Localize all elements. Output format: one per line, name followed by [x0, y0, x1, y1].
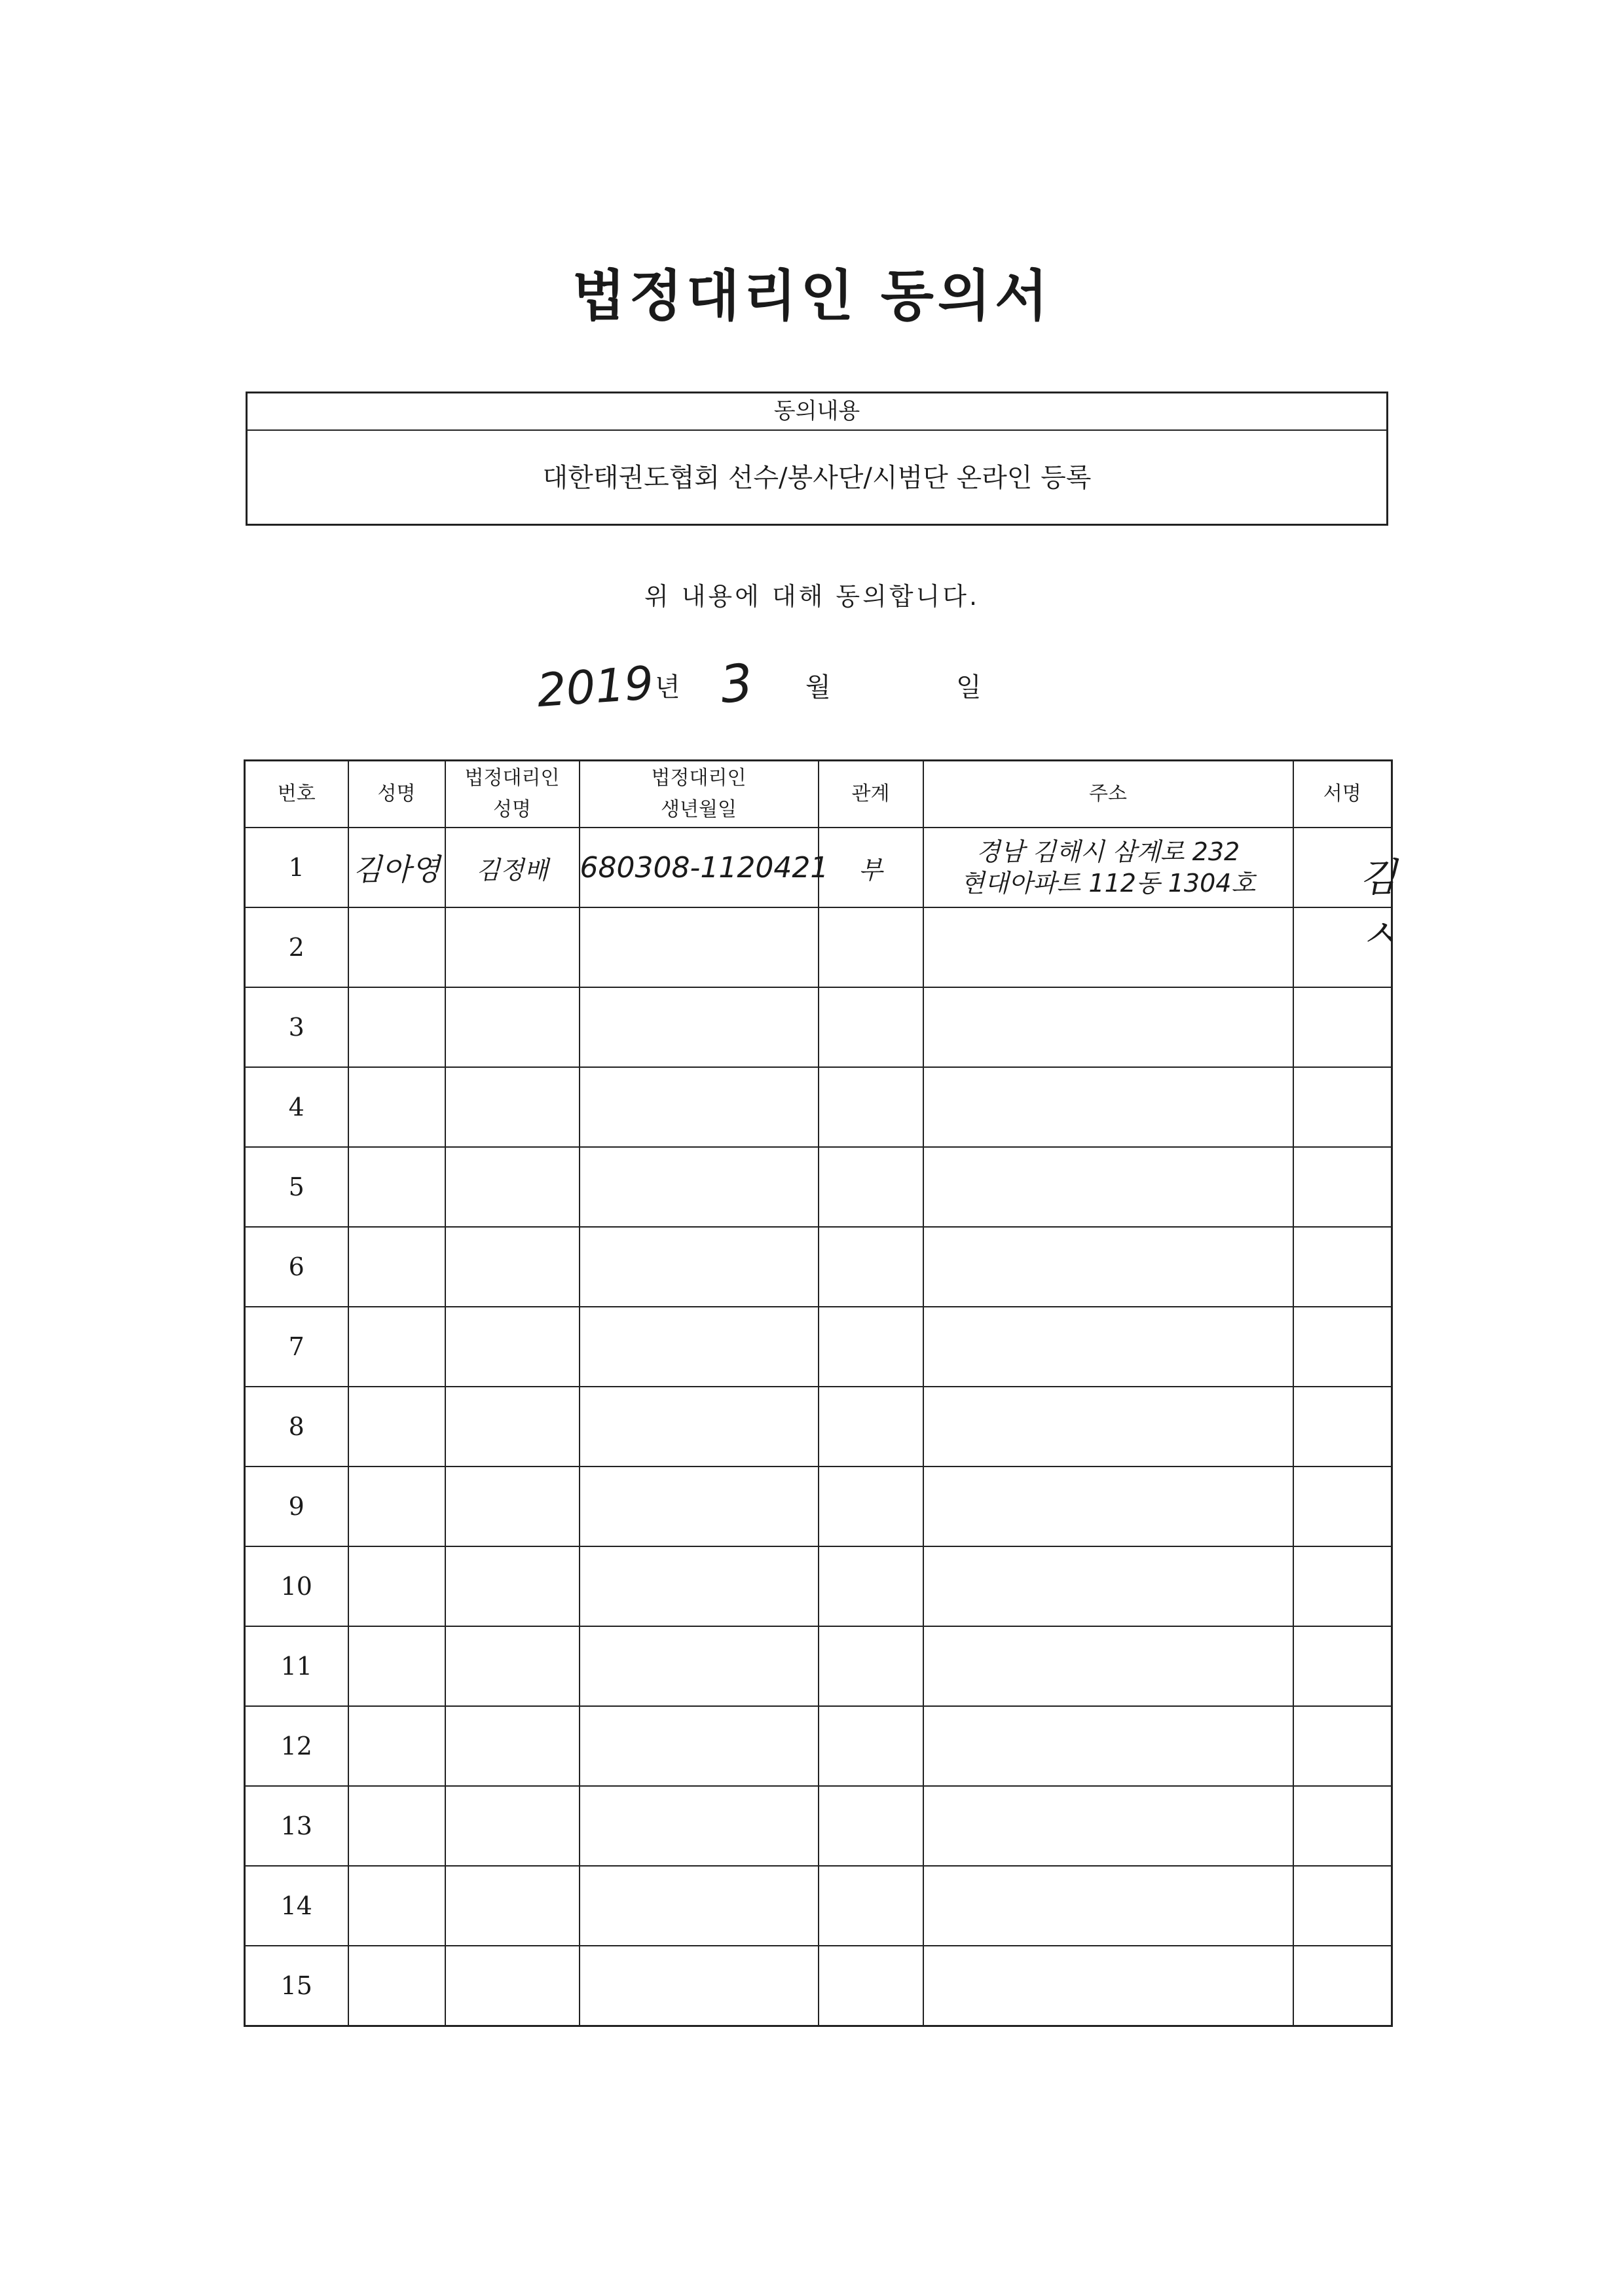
- row-signature-cell[interactable]: [1293, 1147, 1392, 1227]
- col-header-guardian-name-line2: 성명: [493, 798, 531, 821]
- row-guardian-name-cell[interactable]: [445, 987, 580, 1067]
- row-name-cell[interactable]: [348, 1387, 445, 1467]
- consent-box: [246, 392, 1388, 526]
- row-guardian-birth-cell[interactable]: [580, 1387, 819, 1467]
- col-header-guardian-birth-line1: 법정대리인: [651, 767, 747, 790]
- row-address-cell[interactable]: [923, 1067, 1293, 1147]
- row-signature-cell[interactable]: [1293, 987, 1392, 1067]
- table-row: [245, 1786, 1392, 1866]
- col-header-signature: 서명: [1293, 761, 1392, 828]
- row-name-cell[interactable]: [348, 1147, 445, 1227]
- date-day-label: 일: [956, 672, 982, 702]
- row-guardian-birth-cell[interactable]: [580, 1307, 819, 1387]
- col-header-relation: 관계: [819, 761, 923, 828]
- col-header-guardian-name: [445, 761, 580, 828]
- row-guardian-name-cell[interactable]: [445, 907, 580, 987]
- row-guardian-birth-cell[interactable]: [580, 1946, 819, 2026]
- row-no: 12: [245, 1706, 348, 1786]
- row-no: 15: [245, 1946, 348, 2026]
- table-row: [245, 1706, 1392, 1786]
- row-signature-cell[interactable]: [1293, 828, 1397, 957]
- row-guardian-name-cell[interactable]: [445, 1227, 580, 1307]
- row-guardian-name-cell[interactable]: [445, 1147, 580, 1227]
- row-relation-cell[interactable]: [819, 1067, 923, 1147]
- col-header-name: 성명: [348, 761, 445, 828]
- row-relation-cell[interactable]: [819, 1706, 923, 1786]
- row-address-cell[interactable]: [923, 828, 1293, 907]
- row-no: 5: [245, 1147, 348, 1227]
- row-no: 6: [245, 1227, 348, 1307]
- row-address-cell[interactable]: [923, 907, 1293, 987]
- row-name-cell[interactable]: [348, 1706, 445, 1786]
- table-row: [245, 828, 1392, 907]
- row-address-cell[interactable]: [923, 1866, 1293, 1946]
- col-header-no: 번호: [245, 761, 348, 828]
- row-address-cell[interactable]: [923, 1307, 1293, 1387]
- row-no: 7: [245, 1307, 348, 1387]
- row-address-cell[interactable]: [923, 1227, 1293, 1307]
- table-row: [245, 907, 1392, 987]
- row-relation-cell[interactable]: [819, 1946, 923, 2026]
- row-name-cell[interactable]: [348, 1067, 445, 1147]
- row-relation-cell[interactable]: [819, 1866, 923, 1946]
- row-guardian-birth-cell[interactable]: [580, 1067, 819, 1147]
- row-no: 11: [245, 1626, 348, 1706]
- date-line: [0, 653, 1624, 718]
- row-name-cell[interactable]: [348, 1626, 445, 1706]
- row-guardian-birth-cell[interactable]: [580, 1147, 819, 1227]
- row-signature-cell[interactable]: [1293, 1866, 1392, 1946]
- table-row: [245, 1626, 1392, 1706]
- row-guardian-name-cell[interactable]: [445, 1387, 580, 1467]
- date-year-label: 년: [655, 672, 680, 702]
- col-header-guardian-name-line1: 법정대리인: [464, 767, 560, 790]
- row-relation-cell[interactable]: [819, 1546, 923, 1626]
- row-guardian-name-cell[interactable]: [445, 1786, 580, 1866]
- consent-header: 동의내용: [248, 393, 1386, 431]
- row-signature-cell[interactable]: [1293, 1227, 1392, 1307]
- table-row: [245, 1946, 1392, 2026]
- document-title: 법정대리인 동의서: [572, 264, 1052, 328]
- row-address-cell[interactable]: [923, 1147, 1293, 1227]
- row-relation-cell[interactable]: [819, 1626, 923, 1706]
- row-no: 8: [245, 1387, 348, 1467]
- table-row: [245, 1866, 1392, 1946]
- row-name-cell[interactable]: [348, 1467, 445, 1546]
- row-guardian-name-cell[interactable]: [445, 1866, 580, 1946]
- row-guardian-birth-cell[interactable]: [580, 1546, 819, 1626]
- table-row: [245, 1147, 1392, 1227]
- row-relation-cell[interactable]: [819, 1147, 923, 1227]
- row-guardian-birth-cell[interactable]: [580, 1706, 819, 1786]
- row-address-cell[interactable]: [923, 1467, 1293, 1546]
- row-name-cell[interactable]: [348, 1307, 445, 1387]
- row-no: 13: [245, 1786, 348, 1866]
- date-month-value[interactable]: 3: [717, 653, 756, 716]
- row-guardian-name-cell[interactable]: [445, 1467, 580, 1546]
- table-row: [245, 1307, 1392, 1387]
- table-row: [245, 1467, 1392, 1546]
- row-signature-cell[interactable]: [1293, 1467, 1392, 1546]
- row-guardian-name-cell[interactable]: [445, 1067, 580, 1147]
- date-month-label: 월: [805, 672, 831, 702]
- date-year-value[interactable]: 2019: [535, 655, 655, 718]
- row-guardian-name-cell[interactable]: [445, 1946, 580, 2026]
- row-no: 4: [245, 1067, 348, 1147]
- row-no: 10: [245, 1546, 348, 1626]
- guardian-consent-table: [244, 759, 1397, 2027]
- row-signature-cell[interactable]: [1293, 1946, 1392, 2026]
- row-guardian-birth-cell[interactable]: [580, 1227, 819, 1307]
- row-address-cell[interactable]: [923, 1946, 1293, 2026]
- row-name-cell[interactable]: [348, 987, 445, 1067]
- row-signature-cell[interactable]: [1293, 1307, 1392, 1387]
- table-row: [245, 1227, 1392, 1307]
- row-signature-cell[interactable]: [1293, 1626, 1392, 1706]
- table-header-row: [245, 761, 1392, 828]
- row-signature: 김ㅅ: [1359, 855, 1397, 957]
- row-no: 1: [245, 828, 348, 907]
- row-relation-cell[interactable]: [819, 1467, 923, 1546]
- row-guardian-name-cell[interactable]: [445, 1626, 580, 1706]
- row-address-cell[interactable]: [923, 987, 1293, 1067]
- row-guardian-name-cell[interactable]: [445, 1706, 580, 1786]
- row-guardian-birth-cell[interactable]: [580, 1626, 819, 1706]
- consent-body: 대한태권도협회 선수/봉사단/시범단 온라인 등록: [542, 463, 1092, 493]
- row-address-cell[interactable]: [923, 1387, 1293, 1467]
- row-relation-cell[interactable]: [819, 1786, 923, 1866]
- row-address-line1: 경남 김해시 삼계로 232: [976, 837, 1240, 866]
- row-relation-cell[interactable]: [819, 1227, 923, 1307]
- row-name-cell[interactable]: [348, 1227, 445, 1307]
- row-name-cell[interactable]: [348, 907, 445, 987]
- row-signature-cell[interactable]: [1293, 1546, 1392, 1626]
- col-header-address: 주소: [923, 761, 1293, 828]
- row-guardian-name-cell[interactable]: [445, 1546, 580, 1626]
- row-signature-cell[interactable]: [1293, 1706, 1392, 1786]
- row-address-cell[interactable]: [923, 1546, 1293, 1626]
- col-header-guardian-birth: [580, 761, 819, 828]
- row-name-cell[interactable]: [348, 1786, 445, 1866]
- row-guardian-birth-cell[interactable]: [580, 907, 819, 987]
- row-relation-cell[interactable]: [819, 987, 923, 1067]
- row-no: 2: [245, 907, 348, 987]
- row-guardian-birth-cell[interactable]: [580, 1866, 819, 1946]
- row-signature-cell[interactable]: [1293, 1067, 1392, 1147]
- row-address-cell[interactable]: [923, 1786, 1293, 1866]
- row-address-cell[interactable]: [923, 1706, 1293, 1786]
- row-signature-cell[interactable]: [1293, 1786, 1392, 1866]
- agreement-statement: 위 내용에 대해 동의합니다.: [644, 582, 980, 611]
- table-row: [245, 1387, 1392, 1467]
- row-address-cell[interactable]: [923, 1626, 1293, 1706]
- row-signature-cell[interactable]: [1293, 1387, 1392, 1467]
- row-address-line2: 현대아파트 112동 1304호: [960, 869, 1256, 898]
- table-row: [245, 1546, 1392, 1626]
- row-relation-cell[interactable]: [819, 1387, 923, 1467]
- row-relation-cell[interactable]: 부: [819, 828, 923, 907]
- row-guardian-birth-cell[interactable]: [580, 1786, 819, 1866]
- row-relation-cell[interactable]: [819, 1307, 923, 1387]
- row-no: 3: [245, 987, 348, 1067]
- row-guardian-birth-cell[interactable]: [580, 1467, 819, 1546]
- row-name-cell[interactable]: 김아영: [348, 828, 445, 907]
- row-no: 14: [245, 1866, 348, 1946]
- col-header-guardian-birth-line2: 생년월일: [661, 798, 737, 821]
- table-row: [245, 1067, 1392, 1147]
- row-name-cell[interactable]: [348, 1866, 445, 1946]
- table-row: [245, 987, 1392, 1067]
- row-relation-cell[interactable]: [819, 907, 923, 987]
- row-name-cell[interactable]: [348, 1546, 445, 1626]
- row-guardian-birth-cell[interactable]: 680308-1120421: [580, 828, 819, 907]
- row-no: 9: [245, 1467, 348, 1546]
- row-guardian-name-cell[interactable]: [445, 1307, 580, 1387]
- row-guardian-birth-cell[interactable]: [580, 987, 819, 1067]
- row-guardian-name-cell[interactable]: 김정배: [445, 828, 580, 907]
- row-name-cell[interactable]: [348, 1946, 445, 2026]
